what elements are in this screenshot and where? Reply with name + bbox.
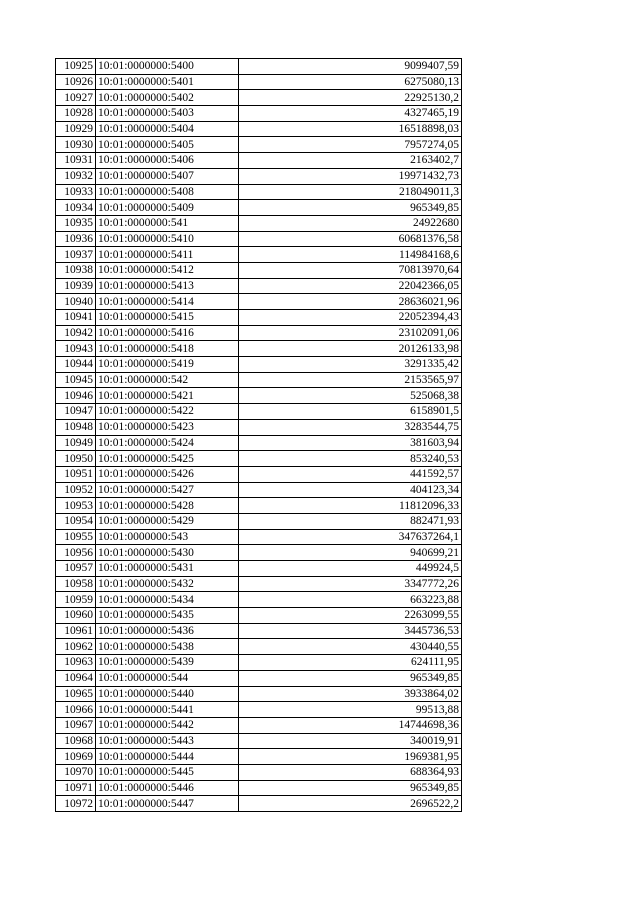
row-number-cell: 10934 [56, 200, 96, 216]
value-cell: 441592,57 [239, 466, 462, 482]
cadastral-number-cell: 10:01:0000000:542 [96, 372, 239, 388]
cadastral-number-cell: 10:01:0000000:5443 [96, 733, 239, 749]
row-number-cell: 10928 [56, 106, 96, 122]
table-row [56, 702, 462, 718]
value-cell: 1969381,95 [239, 749, 462, 765]
table-row [56, 435, 462, 451]
cadastral-number-cell: 10:01:0000000:5428 [96, 498, 239, 514]
cadastral-number-cell: 10:01:0000000:5440 [96, 686, 239, 702]
cadastral-number-cell: 10:01:0000000:5404 [96, 121, 239, 137]
table-row [56, 168, 462, 184]
row-number-cell: 10957 [56, 561, 96, 577]
value-cell: 70813970,64 [239, 262, 462, 278]
row-number-cell: 10940 [56, 294, 96, 310]
row-number-cell: 10947 [56, 404, 96, 420]
table-row [56, 733, 462, 749]
value-cell: 218049011,3 [239, 184, 462, 200]
table-row [56, 670, 462, 686]
table-row [56, 764, 462, 780]
value-cell: 28636021,96 [239, 294, 462, 310]
row-number-cell: 10945 [56, 372, 96, 388]
value-cell: 20126133,98 [239, 341, 462, 357]
table-row [56, 529, 462, 545]
cadastral-number-cell: 10:01:0000000:5442 [96, 717, 239, 733]
value-cell: 60681376,58 [239, 231, 462, 247]
cadastral-number-cell: 10:01:0000000:5407 [96, 168, 239, 184]
cadastral-number-cell: 10:01:0000000:5410 [96, 231, 239, 247]
table-row [56, 294, 462, 310]
row-number-cell: 10951 [56, 466, 96, 482]
row-number-cell: 10968 [56, 733, 96, 749]
cadastral-number-cell: 10:01:0000000:5415 [96, 310, 239, 326]
row-number-cell: 10964 [56, 670, 96, 686]
value-cell: 7957274,05 [239, 137, 462, 153]
value-cell: 22052394,43 [239, 310, 462, 326]
value-cell: 2263099,55 [239, 608, 462, 624]
table-row [56, 451, 462, 467]
table-row [56, 357, 462, 373]
row-number-cell: 10936 [56, 231, 96, 247]
value-cell: 9099407,59 [239, 59, 462, 75]
cadastral-number-cell: 10:01:0000000:5416 [96, 325, 239, 341]
value-cell: 14744698,36 [239, 717, 462, 733]
cadastral-number-cell: 10:01:0000000:5412 [96, 262, 239, 278]
row-number-cell: 10963 [56, 655, 96, 671]
value-cell: 2163402,7 [239, 153, 462, 169]
table-row [56, 137, 462, 153]
value-cell: 16518898,03 [239, 121, 462, 137]
row-number-cell: 10958 [56, 576, 96, 592]
value-cell: 381603,94 [239, 435, 462, 451]
cadastral-number-cell: 10:01:0000000:5405 [96, 137, 239, 153]
table-row [56, 466, 462, 482]
value-cell: 22042366,05 [239, 278, 462, 294]
table-row [56, 404, 462, 420]
cadastral-number-cell: 10:01:0000000:5447 [96, 796, 239, 812]
value-cell: 624111,95 [239, 655, 462, 671]
cadastral-number-cell: 10:01:0000000:5414 [96, 294, 239, 310]
row-number-cell: 10953 [56, 498, 96, 514]
value-cell: 24922680 [239, 215, 462, 231]
value-cell: 3291335,42 [239, 357, 462, 373]
table-row [56, 121, 462, 137]
table-row [56, 592, 462, 608]
cadastral-number-cell: 10:01:0000000:5423 [96, 419, 239, 435]
cadastral-number-cell: 10:01:0000000:543 [96, 529, 239, 545]
row-number-cell: 10956 [56, 545, 96, 561]
cadastral-number-cell: 10:01:0000000:544 [96, 670, 239, 686]
row-number-cell: 10929 [56, 121, 96, 137]
row-number-cell: 10926 [56, 74, 96, 90]
table-row [56, 655, 462, 671]
value-cell: 449924,5 [239, 561, 462, 577]
value-cell: 11812096,33 [239, 498, 462, 514]
cadastral-number-cell: 10:01:0000000:5421 [96, 388, 239, 404]
cadastral-number-cell: 10:01:0000000:5444 [96, 749, 239, 765]
value-cell: 6158901,5 [239, 404, 462, 420]
value-cell: 965349,85 [239, 780, 462, 796]
table-row [56, 498, 462, 514]
cadastral-number-cell: 10:01:0000000:5432 [96, 576, 239, 592]
table-row [56, 796, 462, 812]
value-cell: 2153565,97 [239, 372, 462, 388]
table-row [56, 262, 462, 278]
table-row [56, 310, 462, 326]
cadastral-number-cell: 10:01:0000000:5402 [96, 90, 239, 106]
table-row [56, 184, 462, 200]
value-cell: 6275080,13 [239, 74, 462, 90]
row-number-cell: 10935 [56, 215, 96, 231]
table-row [56, 545, 462, 561]
table-row [56, 215, 462, 231]
row-number-cell: 10942 [56, 325, 96, 341]
data-table [55, 58, 462, 812]
value-cell: 525068,38 [239, 388, 462, 404]
row-number-cell: 10944 [56, 357, 96, 373]
cadastral-number-cell: 10:01:0000000:5430 [96, 545, 239, 561]
value-cell: 430440,55 [239, 639, 462, 655]
value-cell: 4327465,19 [239, 106, 462, 122]
value-cell: 853240,53 [239, 451, 462, 467]
value-cell: 340019,91 [239, 733, 462, 749]
table-row [56, 513, 462, 529]
cadastral-number-cell: 10:01:0000000:5403 [96, 106, 239, 122]
value-cell: 404123,34 [239, 482, 462, 498]
row-number-cell: 10925 [56, 59, 96, 75]
cadastral-number-cell: 10:01:0000000:541 [96, 215, 239, 231]
row-number-cell: 10933 [56, 184, 96, 200]
table-row [56, 388, 462, 404]
table-row [56, 482, 462, 498]
value-cell: 22925130,2 [239, 90, 462, 106]
row-number-cell: 10971 [56, 780, 96, 796]
row-number-cell: 10970 [56, 764, 96, 780]
cadastral-number-cell: 10:01:0000000:5427 [96, 482, 239, 498]
value-cell: 19971432,73 [239, 168, 462, 184]
row-number-cell: 10927 [56, 90, 96, 106]
cadastral-number-cell: 10:01:0000000:5438 [96, 639, 239, 655]
value-cell: 688364,93 [239, 764, 462, 780]
value-cell: 99513,88 [239, 702, 462, 718]
row-number-cell: 10938 [56, 262, 96, 278]
cadastral-number-cell: 10:01:0000000:5436 [96, 623, 239, 639]
cadastral-number-cell: 10:01:0000000:5446 [96, 780, 239, 796]
row-number-cell: 10946 [56, 388, 96, 404]
cadastral-number-cell: 10:01:0000000:5425 [96, 451, 239, 467]
table-row [56, 74, 462, 90]
table-row [56, 200, 462, 216]
row-number-cell: 10965 [56, 686, 96, 702]
cadastral-number-cell: 10:01:0000000:5422 [96, 404, 239, 420]
cadastral-number-cell: 10:01:0000000:5434 [96, 592, 239, 608]
table-row [56, 639, 462, 655]
value-cell: 940699,21 [239, 545, 462, 561]
cadastral-number-cell: 10:01:0000000:5439 [96, 655, 239, 671]
cadastral-number-cell: 10:01:0000000:5419 [96, 357, 239, 373]
table-row [56, 341, 462, 357]
row-number-cell: 10937 [56, 247, 96, 263]
value-cell: 882471,93 [239, 513, 462, 529]
cadastral-number-cell: 10:01:0000000:5418 [96, 341, 239, 357]
table-row [56, 153, 462, 169]
value-cell: 114984168,6 [239, 247, 462, 263]
table-row [56, 576, 462, 592]
row-number-cell: 10941 [56, 310, 96, 326]
value-cell: 965349,85 [239, 200, 462, 216]
row-number-cell: 10967 [56, 717, 96, 733]
row-number-cell: 10960 [56, 608, 96, 624]
row-number-cell: 10961 [56, 623, 96, 639]
cadastral-number-cell: 10:01:0000000:5435 [96, 608, 239, 624]
cadastral-number-cell: 10:01:0000000:5429 [96, 513, 239, 529]
cadastral-number-cell: 10:01:0000000:5411 [96, 247, 239, 263]
row-number-cell: 10931 [56, 153, 96, 169]
row-number-cell: 10949 [56, 435, 96, 451]
value-cell: 3933864,02 [239, 686, 462, 702]
table-row [56, 717, 462, 733]
table-row [56, 325, 462, 341]
table-row [56, 749, 462, 765]
table-row [56, 90, 462, 106]
row-number-cell: 10972 [56, 796, 96, 812]
cadastral-number-cell: 10:01:0000000:5401 [96, 74, 239, 90]
value-cell: 3445736,53 [239, 623, 462, 639]
value-cell: 3283544,75 [239, 419, 462, 435]
table-row [56, 686, 462, 702]
row-number-cell: 10932 [56, 168, 96, 184]
cadastral-number-cell: 10:01:0000000:5400 [96, 59, 239, 75]
table-row [56, 372, 462, 388]
value-cell: 663223,88 [239, 592, 462, 608]
value-cell: 3347772,26 [239, 576, 462, 592]
table-row [56, 278, 462, 294]
row-number-cell: 10954 [56, 513, 96, 529]
cadastral-number-cell: 10:01:0000000:5413 [96, 278, 239, 294]
cadastral-number-cell: 10:01:0000000:5441 [96, 702, 239, 718]
row-number-cell: 10959 [56, 592, 96, 608]
row-number-cell: 10962 [56, 639, 96, 655]
row-number-cell: 10930 [56, 137, 96, 153]
table-row [56, 247, 462, 263]
table-row [56, 106, 462, 122]
cadastral-number-cell: 10:01:0000000:5424 [96, 435, 239, 451]
row-number-cell: 10948 [56, 419, 96, 435]
row-number-cell: 10943 [56, 341, 96, 357]
table-row [56, 561, 462, 577]
row-number-cell: 10955 [56, 529, 96, 545]
table-row [56, 231, 462, 247]
row-number-cell: 10966 [56, 702, 96, 718]
cadastral-number-cell: 10:01:0000000:5445 [96, 764, 239, 780]
cadastral-number-cell: 10:01:0000000:5409 [96, 200, 239, 216]
table-row [56, 623, 462, 639]
table-row [56, 59, 462, 75]
value-cell: 347637264,1 [239, 529, 462, 545]
value-cell: 2696522,2 [239, 796, 462, 812]
table-row [56, 608, 462, 624]
cadastral-number-cell: 10:01:0000000:5431 [96, 561, 239, 577]
row-number-cell: 10952 [56, 482, 96, 498]
cadastral-number-cell: 10:01:0000000:5408 [96, 184, 239, 200]
cadastral-number-cell: 10:01:0000000:5426 [96, 466, 239, 482]
table-body [56, 59, 462, 812]
table-row [56, 780, 462, 796]
row-number-cell: 10939 [56, 278, 96, 294]
row-number-cell: 10969 [56, 749, 96, 765]
table-row [56, 419, 462, 435]
value-cell: 23102091,06 [239, 325, 462, 341]
row-number-cell: 10950 [56, 451, 96, 467]
cadastral-number-cell: 10:01:0000000:5406 [96, 153, 239, 169]
value-cell: 965349,85 [239, 670, 462, 686]
